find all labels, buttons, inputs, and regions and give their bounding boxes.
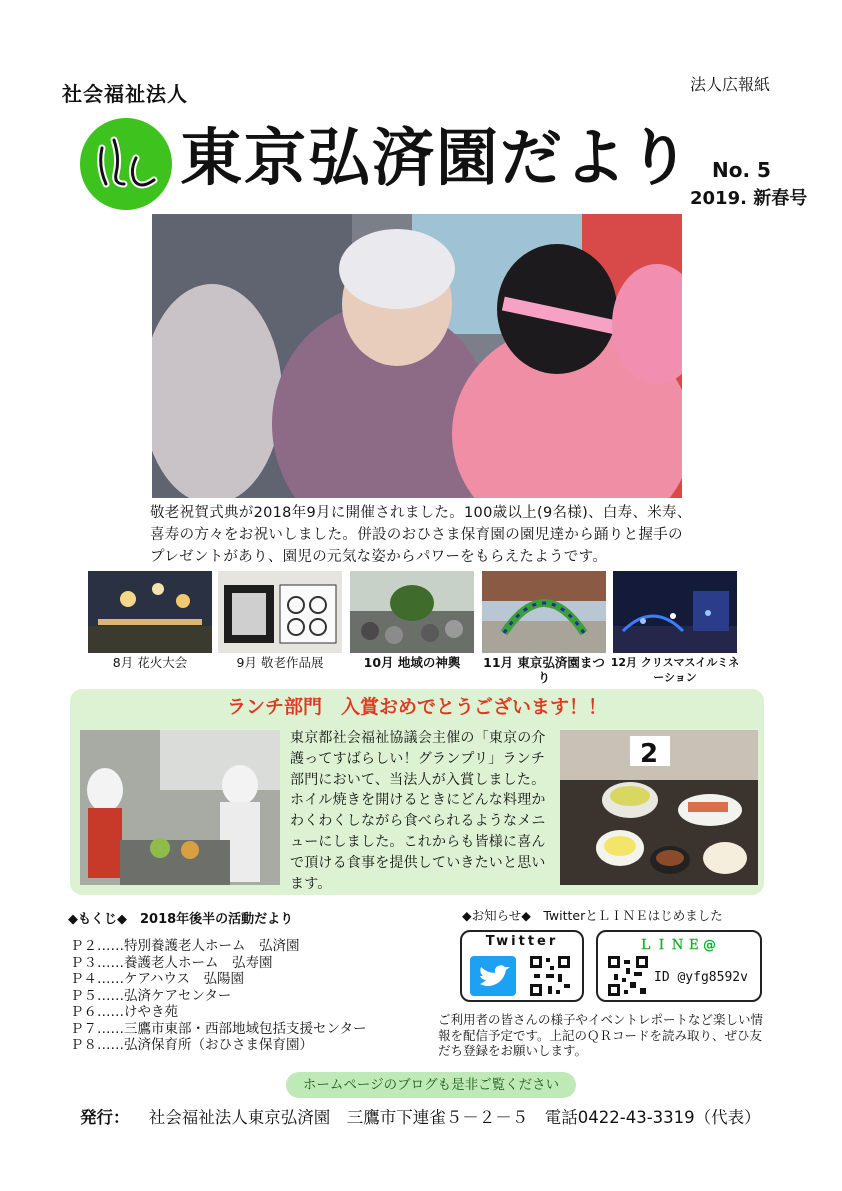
org-type-label: 社会福祉法人 [62,82,188,106]
thumbnail-label-mikoshi: 10月 地域の神輿 [363,655,461,670]
toc-item: Ｐ６……けやき苑 [70,1004,178,1020]
toc-item: Ｐ５……弘済ケアセンター [70,987,232,1004]
line-box [596,930,762,1002]
thumbnail-fireworks [88,571,212,653]
notice-title: ◆お知らせ◆ TwitterとＬＩＮＥはじめました [462,908,723,923]
lunch-award-title: ランチ部門 入賞おめでとうございます！！ [226,696,607,718]
twitter-label: Twitter [485,934,559,949]
line-label: ＬＩＮＥ@ [638,938,719,953]
issue-date: 2019. 新春号 [690,188,808,209]
kitchen-photo [80,730,280,885]
thumbnail-illumination [613,571,737,653]
thumbnail-label-art-exhibit: 9月 敬老作品展 [236,655,324,670]
toc-item: Ｐ３……養護老人ホーム 弘寿園 [70,954,273,971]
thumbnail-mikoshi [350,571,474,653]
toc-item: Ｐ２……特別養護老人ホーム 弘済園 [70,938,300,954]
thumbnail-label-festival: 11月 東京弘済園まつり [483,655,605,685]
main-photo-caption: 敬老祝賀式典が2018年9月に開催されました。100歳以上(9名様)、白寿、米寿、喜寿の方々をお祝いしました。併設のおひさま保育園の園児達から踊りと握手のプレゼントがあり、園児の元気な姿からパワーをもらえたようです。 [150,505,692,565]
blog-banner[interactable]: ホームページのブログも是非ご覧ください [286,1072,576,1098]
thumbnail-festival [482,571,606,653]
twitter-bird-icon [470,956,516,996]
lunch-award-text: 東京都社会福祉協議会主催の「東京の介護ってすばらしい！グランプリ」ランチ部門において、当法人が入賞しました。ホイル焼きを開けるときにどんな料理かわくわくしながら食べられるようなメニューにしました。これからも皆様に喜んで頂ける食事を提供していきたいと思います。 [290,730,546,892]
main-photo [152,214,682,498]
masthead-title: 東京弘済園だより [180,121,693,194]
thumbnail-label-illumination: 12月 クリスマスイルミネーション [610,656,740,684]
toc-item: Ｐ８……弘済保育所（おひさま保育園） [70,1037,313,1053]
toc-item: Ｐ７……三鷹市東部・西部地域包括支援センター [70,1020,367,1037]
twitter-box [460,930,584,1002]
footer-label: 発行： [80,1108,130,1127]
twitter-qr-code-icon [528,954,572,998]
paper-type-label: 法人広報紙 [690,75,771,94]
toc-item: Ｐ４……ケアハウス 弘陽園 [70,971,245,987]
line-qr-code-icon [606,954,650,998]
logo-icon [80,118,172,210]
thumbnail-label-fireworks: 8月 花火大会 [112,655,188,670]
publisher-footer [80,1104,761,1128]
footer-publisher: 社会福祉法人東京弘済園 三鷹市下連雀５－２－５ 電話0422-43-3319（代表） [148,1108,761,1127]
toc-title: ◆もくじ◆ 2018年後半の活動だより [68,912,294,927]
notice-text: ご利用者の皆さんの様子やイベントレポートなど楽しい情報を配信予定です。上記のＱＲコードを読み取り、ぜひ友だち登録をお願いします。 [438,1012,764,1058]
toc-list [70,938,366,1054]
tray-number: 2 [640,739,659,769]
thumbnail-art-exhibit [218,571,342,653]
issue-number: No. 5 [712,158,771,182]
line-id: ID @yfg8592v [654,970,748,985]
lunch-tray-photo [560,730,758,885]
